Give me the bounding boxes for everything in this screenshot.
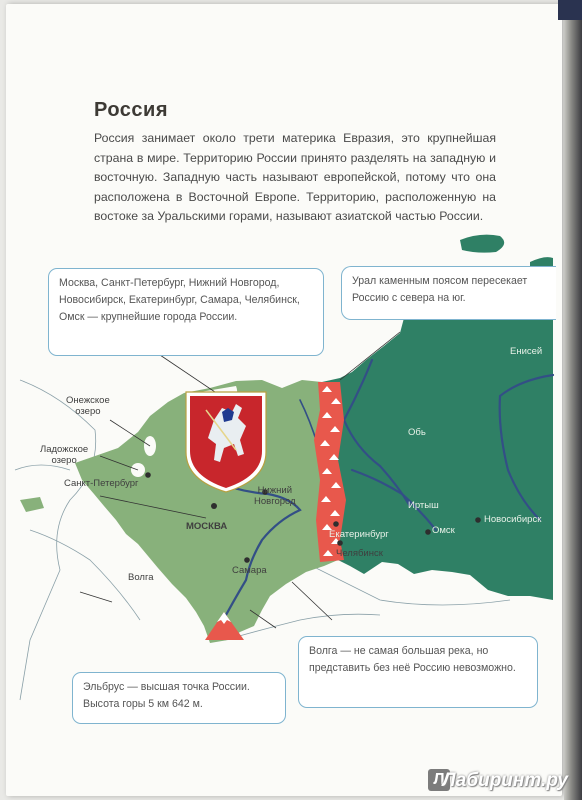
page-title: Россия <box>94 99 169 121</box>
ladoga-lake-label: Ладожское озеро <box>40 444 89 466</box>
yenisei-river-label: Енисей <box>510 346 543 357</box>
ural-callout: Урал каменным поясом пересекает Россию с севера на юг. <box>341 266 556 320</box>
saint-petersburg-label: Санкт-Петербург <box>64 478 139 489</box>
moscow-label: МОСКВА <box>186 521 228 532</box>
arctic-island <box>460 235 504 253</box>
volga-river-label: Волга <box>128 572 154 583</box>
ob-river-label: Обь <box>408 427 426 438</box>
omsk-label: Омск <box>432 525 455 536</box>
watermark: Лабиринт.ру <box>442 770 568 791</box>
kaliningrad-region <box>20 497 44 512</box>
cities-callout: Москва, Санкт-Петербург, Нижний Новгород, Новосибирск, Екатеринбург, Самара, Челябинск, Омск — крупнейшие города России. <box>48 268 324 356</box>
elbrus-callout: Эльбрус — высшая точка России. Высота горы 5 км 642 м. <box>72 672 286 724</box>
onega-lake-label: Онежское озеро <box>66 395 110 417</box>
nizhny-novgorod-label: Нижний Новгород <box>254 485 296 507</box>
moscow-coat-of-arms-icon <box>186 392 266 492</box>
samara-label: Самара <box>232 565 267 576</box>
novosibirsk-label: Новосибирск <box>484 514 542 525</box>
irtysh-river-label: Иртыш <box>408 500 439 511</box>
chelyabinsk-label: Челябинск <box>336 548 383 559</box>
intro-paragraph: Россия занимает около трети материка Евразия, это крупнейшая страна в мире. Территорию России принято разделять на западную и восточную. Западную часть называют европейской, потому что она расположена в Восточной Европе. Территорию, расположенную на востоке за Уральскими горами, называют азиатской частью России. <box>94 131 496 224</box>
yekaterinburg-label: Екатеринбург <box>329 529 389 540</box>
labirint-logo-icon: Л <box>428 769 450 791</box>
volga-callout: Волга — не самая большая река, но представить без неё Россию невозможно. <box>298 636 538 708</box>
